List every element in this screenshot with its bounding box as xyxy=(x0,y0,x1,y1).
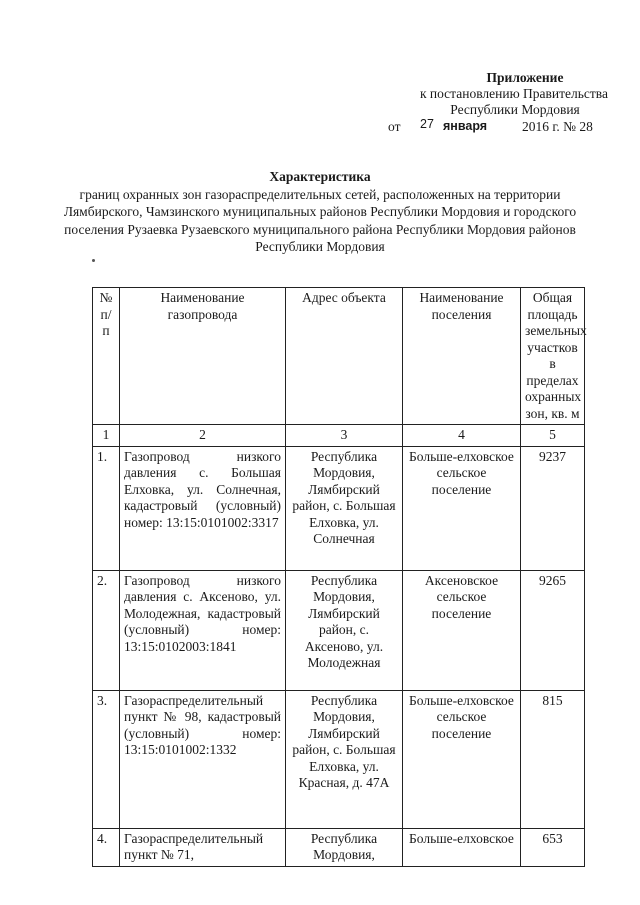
row-settlement: Больше-елховское сельское поселение xyxy=(403,446,521,570)
table-header-row xyxy=(93,288,585,425)
header-cell-num: № п/п xyxy=(93,288,120,425)
appendix-line-1: к постановлению Правительства xyxy=(419,86,608,101)
row-address: Республика Мордовия, Лямбирский район, с. Большая Елховка, ул. Красная, д. 47А xyxy=(286,690,403,828)
zones-table xyxy=(92,287,585,867)
header-cell-address: Адрес объекта xyxy=(286,288,403,425)
row-settlement: Аксеновское сельское поселение xyxy=(403,570,521,690)
row-settlement: Больше-елховское сельское поселение xyxy=(403,690,521,828)
column-number: 2 xyxy=(120,425,286,447)
row-name: Газораспределительный пункт № 71, xyxy=(120,828,286,866)
appendix-title: Приложение xyxy=(486,70,564,85)
scan-speck xyxy=(92,259,95,262)
appendix-block xyxy=(380,70,630,137)
appendix-line-2: Республики Мордовия xyxy=(450,102,580,117)
header-cell-name: Наименование газопровода xyxy=(120,288,286,425)
row-address: Республика Мордовия, Лямбирский район, с. Большая Елховка, ул. Солнечная xyxy=(286,446,403,570)
row-num: 4. xyxy=(93,828,120,866)
table-column-numbers-row xyxy=(93,425,585,447)
appendix-date-line xyxy=(380,119,630,137)
row-area: 9237 xyxy=(521,446,585,570)
row-num: 2. xyxy=(93,570,120,690)
table-row xyxy=(93,446,585,570)
date-year-number: 2016 г. № 28 xyxy=(522,119,593,134)
header-cell-area: Общая площадь земельных участков в пределах охранных зон, кв. м xyxy=(521,288,585,425)
row-settlement: Больше-елховское xyxy=(403,828,521,866)
row-area: 9265 xyxy=(521,570,585,690)
date-prefix: от xyxy=(388,119,401,134)
row-area: 815 xyxy=(521,690,585,828)
heading-subtitle: границ охранных зон газораспределительных сетей, расположенных на территории Лямбирского, Чамзинского муниципальных районов Республики Мордовия и городского поселения Рузаевка Рузаевского муниципального района Республики Мордовия районов Республики Мордовия xyxy=(63,186,577,254)
row-name: Газораспределительный пункт № 98, кадастровый (условный) номер: 13:15:0101002:1332 xyxy=(120,690,286,828)
column-number: 1 xyxy=(93,425,120,447)
heading-title: Характеристика xyxy=(269,169,371,184)
header-cell-settlement: Наименование поселения xyxy=(403,288,521,425)
column-number: 4 xyxy=(403,425,521,447)
row-address: Республика Мордовия, xyxy=(286,828,403,866)
table-row xyxy=(93,690,585,828)
column-number: 3 xyxy=(286,425,403,447)
row-num: 3. xyxy=(93,690,120,828)
table-row xyxy=(93,570,585,690)
row-num: 1. xyxy=(93,446,120,570)
column-number: 5 xyxy=(521,425,585,447)
date-month: января xyxy=(443,119,488,133)
row-name: Газопровод низкого давления с. Аксеново, ул. Молодежная, кадастровый (условный) номер: 13:15:0102003:1841 xyxy=(120,570,286,690)
table-row xyxy=(93,828,585,866)
row-area: 653 xyxy=(521,828,585,866)
row-address: Республика Мордовия, Лямбирский район, с. Аксеново, ул. Молодежная xyxy=(286,570,403,690)
document-heading xyxy=(60,168,580,256)
row-name: Газопровод низкого давления с. Большая Елховка, ул. Солнечная, кадастровый (условный) номер: 13:15:0101002:3317 xyxy=(120,446,286,570)
date-day: 27 xyxy=(420,117,434,131)
